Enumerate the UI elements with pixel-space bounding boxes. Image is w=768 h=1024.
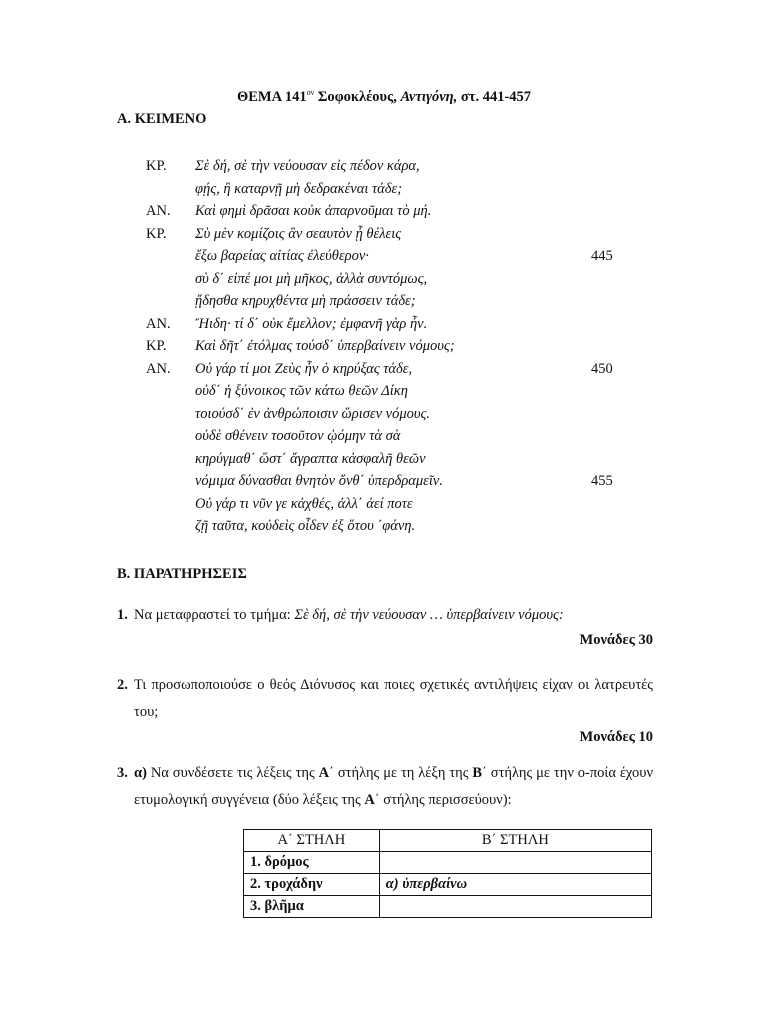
column-b-header: Β΄ ΣΤΗΛΗ <box>379 830 651 852</box>
poem-line <box>0 180 768 203</box>
poem-line <box>0 360 768 383</box>
verse-text: Οὐ γάρ τι νῦν γε κἀχθές, ἀλλ΄ ἀεί ποτε <box>195 495 413 512</box>
poem-line <box>0 517 768 540</box>
poem-line <box>0 202 768 225</box>
line-number: 455 <box>591 473 613 489</box>
question-text: Τι προσωποποιούσε ο θεός Διόνυσος και ποιες σχετικές αντιλήψεις είχαν οι λατρευτές του; <box>134 677 653 720</box>
points-label: Μονάδες 30 <box>579 632 653 648</box>
poem-text <box>0 157 768 540</box>
speaker-label: ΑΝ. <box>146 360 171 377</box>
poem-line <box>0 292 768 315</box>
column-b-ref: Β <box>472 765 483 781</box>
question-number: 2. <box>117 677 128 693</box>
table-header-row <box>244 830 652 852</box>
verse-text: Καὶ φημὶ δρᾶσαι κοὐκ ἀπαρνοῦμαι τὸ μή. <box>195 203 432 219</box>
verse-text: Ἤιδη· τί δ΄ οὐκ ἔμελλον; ἐμφανῆ γὰρ ἦν. <box>195 315 428 332</box>
column-a-cell: 3. βλῆμα <box>244 896 380 918</box>
poem-line <box>0 405 768 428</box>
theme-superscript: ον <box>306 88 315 97</box>
section-a-heading: Α. ΚΕΙΜΕΝΟ <box>117 111 207 127</box>
table-row <box>244 874 652 896</box>
verse-text: Οὐ γάρ τί μοι Ζεὺς ἦν ὁ κηρύξας τάδε, <box>195 360 413 377</box>
question-text-segment: Να συνδέσετε τις λέξεις της <box>146 765 319 781</box>
line-number: 445 <box>591 248 613 264</box>
page-title <box>0 88 768 106</box>
question-text-segment: ΄ στήλης περισσεύουν): <box>374 792 512 808</box>
question-part-label: α) <box>134 765 147 781</box>
points-label: Μονάδες 10 <box>579 729 653 745</box>
verse-text: Σὺ μὲν κομίζοις ἂν σεαυτὸν ᾗ θέλεις <box>195 225 402 242</box>
question-text <box>134 760 653 814</box>
poem-line <box>0 270 768 293</box>
verse-text: ἔξω βαρείας αἰτίας ἐλεύθερον· <box>195 248 369 264</box>
question-excerpt: Σὲ δή, σὲ τὴν νεύουσαν … ὑπερβαίνειν νόμους: <box>294 607 564 623</box>
table-row <box>244 896 652 918</box>
verse-text: νόμιμα δύνασθαι θνητὸν ὄνθ΄ ὑπερδραμεῖν. <box>195 473 443 489</box>
column-a-ref: Α <box>318 765 330 781</box>
question-number: 3. <box>117 765 128 781</box>
poem-line <box>0 315 768 338</box>
verse-text: οὐδ΄ ἡ ξύνοικος τῶν κάτω θεῶν Δίκη <box>195 383 408 399</box>
question-prompt: Να μεταφραστεί το τμήμα: <box>134 607 295 623</box>
poem-line <box>0 495 768 518</box>
section-b-heading: Β. ΠΑΡΑΤΗΡΗΣΕΙΣ <box>117 566 247 582</box>
question-text-segment: ΄ στήλης με την ο-ποία έχουν ετυμολογική συγγένεια (δύο λέξεις της <box>134 765 654 808</box>
verse-range: στ. 441-457 <box>460 89 532 105</box>
table-row <box>244 852 652 874</box>
column-a-cell: 2. τροχάδην <box>244 874 380 896</box>
verse-text: σὺ δ΄ εἰπέ μοι μὴ μῆκος, ἀλλὰ συντόμως, <box>195 270 428 287</box>
speaker-label: ΚΡ. <box>146 338 167 354</box>
verse-text: κηρύγμαθ΄ ὥστ΄ ἄγραπτα κἀσφαλῆ θεῶν <box>195 450 426 467</box>
author-name: Σοφοκλέους, <box>317 89 397 105</box>
poem-line <box>0 472 768 495</box>
question-2 <box>117 672 653 748</box>
poem-line <box>0 157 768 180</box>
poem-line <box>0 450 768 473</box>
question-1 <box>117 602 653 651</box>
poem-line <box>0 427 768 450</box>
speaker-label: ΚΡ. <box>146 225 167 242</box>
column-a-ref: Α <box>364 792 375 808</box>
question-number: 1. <box>117 607 128 623</box>
column-b-cell <box>379 852 651 874</box>
question-text-segment: ΄ στήλης με τη λέξη της <box>329 765 473 781</box>
work-title: Αντιγόνη, <box>400 89 458 105</box>
verse-text: ζῇ ταῦτα, κοὐδεὶς οἶδεν ἐξ ὅτου ΄φάνη. <box>195 518 416 534</box>
verse-text: φῄς, ἢ καταρνῇ μὴ δεδρακέναι τάδε; <box>195 180 403 197</box>
column-b-cell <box>379 896 651 918</box>
column-b-cell: α) ὑπερβαίνω <box>379 874 651 896</box>
verse-text: Σὲ δή, σὲ τὴν νεύουσαν εἰς πέδον κάρα, <box>195 158 420 174</box>
verse-text: τοιούσδ΄ ἐν ἀνθρώποισιν ὥρισεν νόμους. <box>195 405 431 422</box>
matching-table <box>243 829 652 918</box>
line-number: 450 <box>591 360 613 377</box>
question-3 <box>117 760 653 814</box>
speaker-label: ΚΡ. <box>146 158 167 174</box>
column-a-cell: 1. δρόμος <box>244 852 380 874</box>
verse-text: οὐδὲ σθένειν τοσοῦτον ᾠόμην τὰ σὰ <box>195 428 401 444</box>
theme-label: ΘΕΜΑ 141 <box>236 89 307 105</box>
poem-line <box>0 337 768 360</box>
speaker-label: ΑΝ. <box>146 315 171 332</box>
speaker-label: ΑΝ. <box>146 203 171 219</box>
verse-text: ᾔδησθα κηρυχθέντα μὴ πράσσειν τάδε; <box>195 293 416 309</box>
poem-line <box>0 225 768 248</box>
verse-text: Καὶ δῆτ΄ ἐτόλμας τούσδ΄ ὑπερβαίνειν νόμους; <box>195 338 455 354</box>
poem-line <box>0 382 768 405</box>
poem-line <box>0 247 768 270</box>
column-a-header: Α΄ ΣΤΗΛΗ <box>244 830 380 852</box>
question-text <box>134 602 653 629</box>
